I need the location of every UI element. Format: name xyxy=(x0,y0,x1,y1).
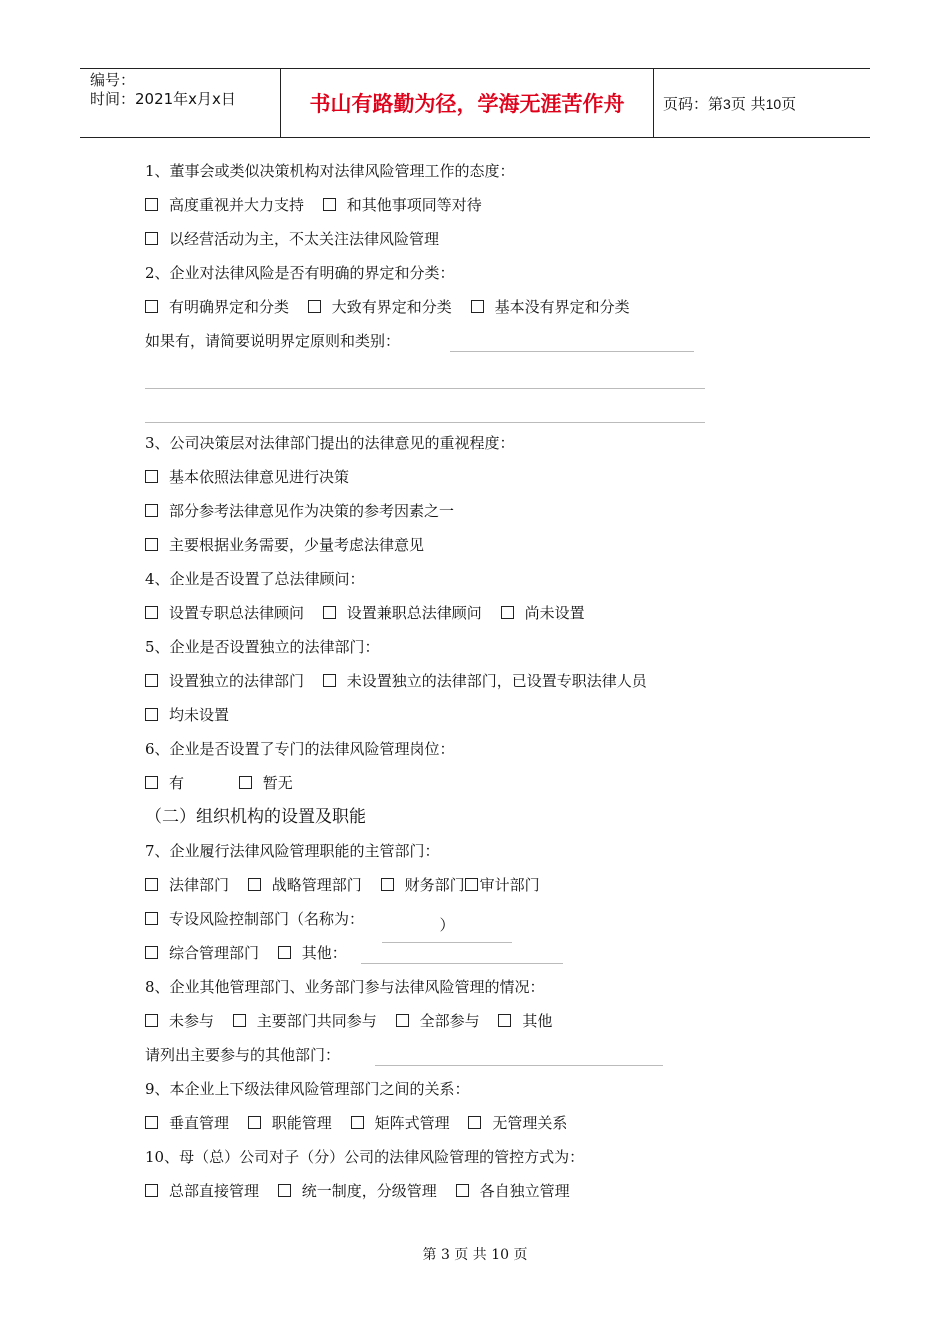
checkbox-icon[interactable] xyxy=(351,1116,364,1129)
page-header xyxy=(80,68,870,138)
fill-in-line[interactable] xyxy=(145,392,785,426)
option[interactable]: 垂直管理 xyxy=(145,1106,229,1140)
question-7-options xyxy=(145,868,785,902)
question-7-options xyxy=(145,902,785,936)
option[interactable]: 尚未设置 xyxy=(501,596,585,630)
question-8-options xyxy=(145,1004,785,1038)
header-info xyxy=(90,71,280,109)
option[interactable]: 以经营活动为主，不太关注法律风险管理 xyxy=(145,222,439,256)
checkbox-icon[interactable] xyxy=(145,300,158,313)
section-heading: （二）组织机构的设置及职能 xyxy=(145,807,366,827)
number-label: 编号： xyxy=(90,71,136,89)
fill-in-line[interactable] xyxy=(450,351,694,352)
checkbox-icon[interactable] xyxy=(396,1014,409,1027)
checkbox-icon[interactable] xyxy=(145,1014,158,1027)
option[interactable]: 审计部门 xyxy=(465,868,540,902)
option[interactable]: 综合管理部门 xyxy=(145,936,259,970)
header-motto: 书山有路勤为径，学海无涯苦作舟 xyxy=(309,92,625,116)
question-10: 10、母（总）公司对子（分）公司的法律风险管理的管控方式为： xyxy=(145,1148,585,1166)
option[interactable]: 设置专职总法律顾问 xyxy=(145,596,304,630)
question-7-options xyxy=(145,936,785,970)
checkbox-icon[interactable] xyxy=(233,1014,246,1027)
checkbox-icon[interactable] xyxy=(145,776,158,789)
checkbox-icon[interactable] xyxy=(501,606,514,619)
questionnaire xyxy=(145,154,785,1208)
question-1-options xyxy=(145,222,785,256)
question-9-options xyxy=(145,1106,785,1140)
checkbox-icon[interactable] xyxy=(248,1116,261,1129)
option[interactable]: 设置独立的法律部门 xyxy=(145,664,304,698)
checkbox-icon[interactable] xyxy=(471,300,484,313)
option[interactable]: 无管理关系 xyxy=(468,1106,567,1140)
checkbox-icon[interactable] xyxy=(239,776,252,789)
time-label: 时间：2021年x月x日 xyxy=(90,90,236,108)
checkbox-icon[interactable] xyxy=(145,946,158,959)
question-8: 8、企业其他管理部门、业务部门参与法律风险管理的情况： xyxy=(145,978,545,996)
option[interactable]: 统一制度，分级管理 xyxy=(278,1174,437,1208)
checkbox-icon[interactable] xyxy=(498,1014,511,1027)
checkbox-icon[interactable] xyxy=(145,1116,158,1129)
checkbox-icon[interactable] xyxy=(145,674,158,687)
question-4-options xyxy=(145,596,785,630)
checkbox-icon[interactable] xyxy=(308,300,321,313)
checkbox-icon[interactable] xyxy=(323,606,336,619)
checkbox-icon[interactable] xyxy=(145,708,158,721)
option[interactable]: 有明确界定和分类 xyxy=(145,290,289,324)
checkbox-icon[interactable] xyxy=(323,674,336,687)
option[interactable]: 其他 xyxy=(498,1004,552,1038)
option[interactable]: 设置兼职总法律顾问 xyxy=(323,596,482,630)
checkbox-icon[interactable] xyxy=(145,198,158,211)
option[interactable]: 暂无 xyxy=(239,766,293,800)
header-page-number: 页码：第3页 共10页 xyxy=(663,95,797,113)
option[interactable]: 其他： xyxy=(278,936,347,970)
page-total: 10 xyxy=(765,96,782,112)
checkbox-icon[interactable] xyxy=(145,1184,158,1197)
checkbox-icon[interactable] xyxy=(145,232,158,245)
option[interactable]: 战略管理部门 xyxy=(248,868,362,902)
option[interactable]: 未设置独立的法律部门，已设置专职法律人员 xyxy=(323,664,647,698)
question-2: 2、企业对法律风险是否有明确的界定和分类： xyxy=(145,264,455,282)
header-divider xyxy=(653,69,654,137)
question-2-options xyxy=(145,290,785,324)
question-5-options xyxy=(145,664,785,698)
checkbox-icon[interactable] xyxy=(381,878,394,891)
question-9: 9、本企业上下级法律风险管理部门之间的关系： xyxy=(145,1080,470,1098)
option[interactable]: 部分参考法律意见作为决策的参考因素之一 xyxy=(145,494,785,528)
option[interactable]: 总部直接管理 xyxy=(145,1174,259,1208)
option[interactable]: 主要部门共同参与 xyxy=(233,1004,377,1038)
page-footer: 第 3 页 共 10 页 xyxy=(422,1247,528,1263)
fill-in-line[interactable] xyxy=(375,1065,663,1066)
option[interactable]: 高度重视并大力支持 xyxy=(145,188,304,222)
question-1-options xyxy=(145,188,785,222)
option[interactable]: 基本没有界定和分类 xyxy=(471,290,630,324)
option[interactable]: 专设风险控制部门（名称为： xyxy=(145,902,364,936)
checkbox-icon[interactable] xyxy=(465,878,478,891)
option[interactable]: 均未设置 xyxy=(145,698,785,732)
checkbox-icon[interactable] xyxy=(456,1184,469,1197)
option[interactable]: 职能管理 xyxy=(248,1106,332,1140)
option[interactable]: 未参与 xyxy=(145,1004,214,1038)
fill-in-line[interactable] xyxy=(145,358,785,392)
option[interactable]: 全部参与 xyxy=(396,1004,480,1038)
question-6-options xyxy=(145,766,785,800)
option[interactable]: 法律部门 xyxy=(145,868,229,902)
checkbox-icon[interactable] xyxy=(323,198,336,211)
checkbox-icon[interactable] xyxy=(145,912,158,925)
checkbox-icon[interactable] xyxy=(248,878,261,891)
option[interactable]: 各自独立管理 xyxy=(456,1174,570,1208)
question-3: 3、公司决策层对法律部门提出的法律意见的重视程度： xyxy=(145,434,515,452)
option[interactable]: 财务部门 xyxy=(381,868,465,902)
checkbox-icon[interactable] xyxy=(278,1184,291,1197)
page-current: 3 xyxy=(723,96,731,112)
question-1: 1、董事会或类似决策机构对法律风险管理工作的态度： xyxy=(145,162,515,180)
checkbox-icon[interactable] xyxy=(145,606,158,619)
question-10-options xyxy=(145,1174,785,1208)
question-7: 7、企业履行法律风险管理职能的主管部门： xyxy=(145,842,440,860)
other-department-field[interactable] xyxy=(361,963,563,964)
question-8-followup: 请列出主要参与的其他部门： xyxy=(145,1038,785,1072)
checkbox-icon[interactable] xyxy=(145,504,158,517)
checkbox-icon[interactable] xyxy=(278,946,291,959)
checkbox-icon[interactable] xyxy=(145,538,158,551)
option[interactable]: 矩阵式管理 xyxy=(351,1106,450,1140)
question-2-followup: 如果有，请简要说明界定原则和类别： xyxy=(145,324,785,358)
department-name-field[interactable]: ） xyxy=(382,908,512,943)
checkbox-icon[interactable] xyxy=(145,878,158,891)
question-5: 5、企业是否设置独立的法律部门： xyxy=(145,638,380,656)
option[interactable]: 大致有界定和分类 xyxy=(308,290,452,324)
checkbox-icon[interactable] xyxy=(145,470,158,483)
checkbox-icon[interactable] xyxy=(468,1116,481,1129)
option[interactable]: 有 xyxy=(145,766,184,800)
question-4: 4、企业是否设置了总法律顾问： xyxy=(145,570,365,588)
question-6: 6、企业是否设置了专门的法律风险管理岗位： xyxy=(145,740,455,758)
option[interactable]: 和其他事项同等对待 xyxy=(323,188,482,222)
option[interactable]: 基本依照法律意见进行决策 xyxy=(145,460,785,494)
option[interactable]: 主要根据业务需要，少量考虑法律意见 xyxy=(145,528,785,562)
